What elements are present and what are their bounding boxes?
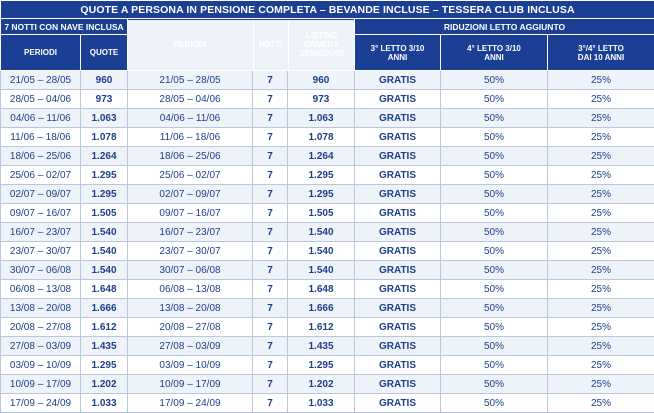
price-cell: 1.295 [81, 185, 128, 204]
col-header-fourth-bed: 4° LETTO 3/10 ANNI [441, 35, 548, 71]
price-cell: 1.033 [81, 394, 128, 413]
nights-cell: 7 [253, 166, 288, 185]
col-header-periodi-2: PERIODI [128, 20, 253, 70]
col-header-notti: NOTTI [253, 20, 288, 70]
table-row [1, 204, 654, 223]
third-fourth-bed-cell: 25% [548, 280, 654, 299]
price-cell: 1.540 [81, 223, 128, 242]
period-cell: 03/09 – 10/09 [1, 356, 81, 375]
period-cell: 20/08 – 27/08 [1, 318, 81, 337]
third-bed-cell: GRATIS [355, 147, 441, 166]
nights-cell: 7 [253, 318, 288, 337]
nights-cell: 7 [253, 185, 288, 204]
third-fourth-bed-cell: 25% [548, 337, 654, 356]
period-cell: 02/07 – 09/07 [1, 185, 81, 204]
period-cell-2: 17/09 – 24/09 [128, 394, 253, 413]
listino-cell: 1.202 [288, 375, 355, 394]
third-fourth-bed-cell: 25% [548, 299, 654, 318]
nights-cell: 7 [253, 204, 288, 223]
third-fourth-bed-cell: 25% [548, 394, 654, 413]
price-cell: 1.295 [81, 166, 128, 185]
table-header [1, 1, 654, 71]
listino-cell: 1.295 [288, 356, 355, 375]
col-header-listino: LISTINO CAMERA STANDARD [288, 20, 355, 70]
table-row [1, 318, 654, 337]
third-bed-cell: GRATIS [355, 71, 441, 90]
period-cell-2: 27/08 – 03/09 [128, 337, 253, 356]
table-row [1, 166, 654, 185]
fourth-bed-cell: 50% [441, 375, 548, 394]
fourth-bed-cell: 50% [441, 394, 548, 413]
nights-cell: 7 [253, 356, 288, 375]
third-fourth-bed-cell: 25% [548, 166, 654, 185]
price-cell: 1.505 [81, 204, 128, 223]
period-cell: 30/07 – 06/08 [1, 261, 81, 280]
table-row [1, 337, 654, 356]
table-row [1, 185, 654, 204]
third-bed-cell: GRATIS [355, 242, 441, 261]
fourth-bed-cell: 50% [441, 204, 548, 223]
period-cell: 04/06 – 11/06 [1, 109, 81, 128]
period-cell: 11/06 – 18/06 [1, 128, 81, 147]
col-header-periodi-1: PERIODI [1, 35, 81, 71]
fourth-bed-cell: 50% [441, 318, 548, 337]
price-cell: 1.078 [81, 128, 128, 147]
third-fourth-bed-cell: 25% [548, 356, 654, 375]
period-cell: 06/08 – 13/08 [1, 280, 81, 299]
period-cell: 18/06 – 25/06 [1, 147, 81, 166]
period-cell: 16/07 – 23/07 [1, 223, 81, 242]
period-cell-2: 16/07 – 23/07 [128, 223, 253, 242]
third-bed-cell: GRATIS [355, 280, 441, 299]
third-bed-cell: GRATIS [355, 318, 441, 337]
fourth-bed-cell: 50% [441, 185, 548, 204]
price-cell: 1.540 [81, 242, 128, 261]
col-header-quote: QUOTE [81, 35, 128, 71]
listino-cell: 1.295 [288, 166, 355, 185]
period-cell: 09/07 – 16/07 [1, 204, 81, 223]
period-cell: 27/08 – 03/09 [1, 337, 81, 356]
col-header-third-bed: 3° LETTO 3/10 ANNI [355, 35, 441, 71]
listino-cell: 1.540 [288, 223, 355, 242]
period-cell: 28/05 – 04/06 [1, 90, 81, 109]
third-fourth-bed-cell: 25% [548, 147, 654, 166]
table-row [1, 109, 654, 128]
table-row [1, 261, 654, 280]
third-fourth-bed-cell: 25% [548, 242, 654, 261]
nights-cell: 7 [253, 337, 288, 356]
third-fourth-bed-cell: 25% [548, 71, 654, 90]
period-cell: 21/05 – 28/05 [1, 71, 81, 90]
table-row [1, 223, 654, 242]
third-fourth-bed-cell: 25% [548, 261, 654, 280]
group-header-riduzioni: RIDUZIONI LETTO AGGIUNTO [355, 19, 654, 35]
fourth-bed-cell: 50% [441, 90, 548, 109]
period-cell-2: 18/06 – 25/06 [128, 147, 253, 166]
price-cell: 1.264 [81, 147, 128, 166]
price-cell: 1.435 [81, 337, 128, 356]
period-cell-2: 04/06 – 11/06 [128, 109, 253, 128]
fourth-bed-cell: 50% [441, 109, 548, 128]
fourth-bed-cell: 50% [441, 223, 548, 242]
fourth-bed-cell: 50% [441, 166, 548, 185]
third-bed-cell: GRATIS [355, 128, 441, 147]
period-cell-2: 13/08 – 20/08 [128, 299, 253, 318]
third-bed-cell: GRATIS [355, 166, 441, 185]
period-cell: 25/06 – 02/07 [1, 166, 81, 185]
table-title: QUOTE A PERSONA IN PENSIONE COMPLETA – BEVANDE INCLUSE – TESSERA CLUB INCLUSA [1, 1, 654, 19]
period-cell: 13/08 – 20/08 [1, 299, 81, 318]
period-cell: 10/09 – 17/09 [1, 375, 81, 394]
third-bed-cell: GRATIS [355, 223, 441, 242]
price-cell: 960 [81, 71, 128, 90]
fourth-bed-cell: 50% [441, 299, 548, 318]
table-row [1, 147, 654, 166]
fourth-bed-cell: 50% [441, 242, 548, 261]
third-fourth-bed-cell: 25% [548, 318, 654, 337]
nights-cell: 7 [253, 394, 288, 413]
period-cell: 23/07 – 30/07 [1, 242, 81, 261]
third-bed-cell: GRATIS [355, 204, 441, 223]
nights-cell: 7 [253, 375, 288, 394]
third-bed-cell: GRATIS [355, 299, 441, 318]
nights-cell: 7 [253, 223, 288, 242]
period-cell-2: 23/07 – 30/07 [128, 242, 253, 261]
third-bed-cell: GRATIS [355, 185, 441, 204]
third-fourth-bed-cell: 25% [548, 204, 654, 223]
period-cell-2: 21/05 – 28/05 [128, 71, 253, 90]
nights-cell: 7 [253, 147, 288, 166]
third-fourth-bed-cell: 25% [548, 128, 654, 147]
listino-cell: 1.540 [288, 261, 355, 280]
fourth-bed-cell: 50% [441, 71, 548, 90]
third-bed-cell: GRATIS [355, 90, 441, 109]
price-cell: 1.540 [81, 261, 128, 280]
price-cell: 973 [81, 90, 128, 109]
group-header-7-notti: 7 NOTTI CON NAVE INCLUSA [1, 19, 128, 35]
listino-cell: 1.435 [288, 337, 355, 356]
price-cell: 1.295 [81, 356, 128, 375]
table-row [1, 280, 654, 299]
third-fourth-bed-cell: 25% [548, 185, 654, 204]
listino-cell: 1.540 [288, 242, 355, 261]
table-body [1, 71, 654, 413]
listino-cell: 1.666 [288, 299, 355, 318]
nights-cell: 7 [253, 261, 288, 280]
listino-cell: 1.063 [288, 109, 355, 128]
nights-cell: 7 [253, 71, 288, 90]
table-row [1, 71, 654, 90]
period-cell-2: 06/08 – 13/08 [128, 280, 253, 299]
listino-cell: 1.033 [288, 394, 355, 413]
third-bed-cell: GRATIS [355, 261, 441, 280]
third-bed-cell: GRATIS [355, 375, 441, 394]
table-row [1, 128, 654, 147]
period-cell-2: 02/07 – 09/07 [128, 185, 253, 204]
period-cell-2: 03/09 – 10/09 [128, 356, 253, 375]
middle-group-header [128, 19, 355, 71]
third-fourth-bed-cell: 25% [548, 90, 654, 109]
listino-cell: 1.078 [288, 128, 355, 147]
listino-cell: 973 [288, 90, 355, 109]
period-cell-2: 25/06 – 02/07 [128, 166, 253, 185]
period-cell-2: 11/06 – 18/06 [128, 128, 253, 147]
price-cell: 1.202 [81, 375, 128, 394]
price-cell: 1.648 [81, 280, 128, 299]
fourth-bed-cell: 50% [441, 147, 548, 166]
listino-cell: 1.264 [288, 147, 355, 166]
table-row [1, 242, 654, 261]
table-row [1, 356, 654, 375]
third-bed-cell: GRATIS [355, 337, 441, 356]
listino-cell: 1.612 [288, 318, 355, 337]
table-row [1, 299, 654, 318]
nights-cell: 7 [253, 109, 288, 128]
nights-cell: 7 [253, 90, 288, 109]
third-bed-cell: GRATIS [355, 394, 441, 413]
nights-cell: 7 [253, 242, 288, 261]
col-header-third-fourth-bed: 3°/4° LETTO DAI 10 ANNI [548, 35, 654, 71]
price-cell: 1.666 [81, 299, 128, 318]
nights-cell: 7 [253, 128, 288, 147]
fourth-bed-cell: 50% [441, 128, 548, 147]
listino-cell: 1.295 [288, 185, 355, 204]
period-cell: 17/09 – 24/09 [1, 394, 81, 413]
fourth-bed-cell: 50% [441, 337, 548, 356]
fourth-bed-cell: 50% [441, 280, 548, 299]
table-row [1, 90, 654, 109]
third-fourth-bed-cell: 25% [548, 375, 654, 394]
listino-cell: 1.505 [288, 204, 355, 223]
third-fourth-bed-cell: 25% [548, 223, 654, 242]
table-row [1, 394, 654, 413]
listino-cell: 1.648 [288, 280, 355, 299]
third-fourth-bed-cell: 25% [548, 109, 654, 128]
nights-cell: 7 [253, 299, 288, 318]
period-cell-2: 10/09 – 17/09 [128, 375, 253, 394]
third-bed-cell: GRATIS [355, 109, 441, 128]
third-bed-cell: GRATIS [355, 356, 441, 375]
price-cell: 1.612 [81, 318, 128, 337]
fourth-bed-cell: 50% [441, 261, 548, 280]
period-cell-2: 09/07 – 16/07 [128, 204, 253, 223]
period-cell-2: 20/08 – 27/08 [128, 318, 253, 337]
table-row [1, 375, 654, 394]
period-cell-2: 28/05 – 04/06 [128, 90, 253, 109]
price-cell: 1.063 [81, 109, 128, 128]
listino-cell: 960 [288, 71, 355, 90]
nights-cell: 7 [253, 280, 288, 299]
fourth-bed-cell: 50% [441, 356, 548, 375]
period-cell-2: 30/07 – 06/08 [128, 261, 253, 280]
